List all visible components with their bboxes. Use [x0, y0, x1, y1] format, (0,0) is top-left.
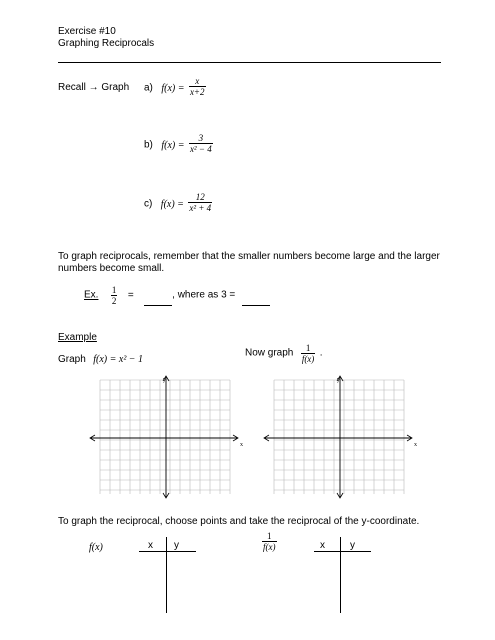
graph-function: f(x) = x² − 1	[93, 354, 144, 365]
fraction-denominator: x+2	[189, 87, 205, 97]
fraction-numerator: 1	[267, 531, 272, 541]
fraction-numerator: 1	[111, 285, 117, 295]
x-axis-label: x	[414, 442, 417, 448]
function-lhs: f(x) =	[161, 82, 185, 94]
answer-blank-2[interactable]	[242, 293, 270, 306]
left-chart-x-header: x	[148, 540, 153, 551]
item-letter: c)	[144, 198, 153, 210]
right-chart-y-header: y	[350, 540, 355, 551]
y-axis-label: y	[163, 377, 166, 383]
recall-item-b	[144, 133, 213, 154]
page-title: Graphing Reciprocals	[58, 38, 155, 49]
intro-line-1: To graph reciprocals, remember that the smaller numbers become large and the larger	[58, 251, 440, 262]
right-chart-x-header: x	[320, 540, 325, 551]
fraction-denominator: 2	[111, 296, 117, 306]
graph-label: Graph	[58, 354, 86, 365]
whereas-text: , where as 3 =	[172, 289, 236, 301]
fraction-numerator: 1	[305, 343, 311, 353]
exercise-number: Exercise #10	[58, 26, 116, 37]
fraction-denominator: x² − 4	[189, 144, 212, 154]
right-chart-divider	[340, 537, 341, 613]
function-fraction	[189, 76, 206, 97]
function-fraction	[188, 192, 212, 213]
fraction-denominator: x² + 4	[189, 203, 212, 213]
left-chart-divider	[166, 537, 167, 613]
x-axis-label: x	[240, 442, 243, 448]
item-letter: b)	[144, 139, 153, 151]
right-coordinate-grid[interactable]	[262, 372, 422, 502]
now-graph-instruction	[245, 343, 323, 364]
example-heading: Example	[58, 332, 97, 343]
left-coordinate-grid[interactable]	[88, 372, 248, 502]
now-graph-label: Now graph	[245, 347, 294, 359]
reciprocal-fraction	[301, 343, 316, 364]
grid-lines	[100, 380, 230, 494]
left-chart-header-line	[139, 551, 196, 552]
recall-label: Recall → Graph	[58, 82, 130, 93]
reciprocal-fraction	[262, 531, 277, 552]
fraction-numerator: x	[195, 76, 200, 86]
ex-fraction	[111, 285, 118, 306]
right-chart-header-line	[314, 551, 371, 552]
period: .	[319, 347, 323, 359]
graph-instruction	[58, 349, 143, 367]
grid-lines	[274, 380, 404, 494]
fraction-denominator: f(x)	[263, 542, 276, 552]
fraction-numerator: 12	[195, 192, 205, 202]
reciprocal-instruction: To graph the reciprocal, choose points and take the reciprocal of the y-coordinate.	[58, 516, 420, 527]
ex-label: Ex.	[84, 289, 99, 301]
item-letter: a)	[144, 82, 153, 94]
answer-blank-1[interactable]	[144, 293, 172, 306]
fraction-denominator: f(x)	[301, 354, 315, 364]
left-chart-y-header: y	[174, 540, 179, 551]
fraction-numerator: 3	[198, 133, 204, 143]
header-divider	[58, 62, 441, 63]
recall-item-c	[144, 192, 212, 213]
function-fraction	[189, 133, 213, 154]
function-lhs: f(x) =	[161, 139, 185, 151]
example-line	[84, 285, 270, 306]
left-chart-label: f(x)	[89, 542, 103, 553]
equals-sign: =	[127, 289, 134, 301]
recall-item-a	[144, 76, 206, 97]
y-axis-label: y	[337, 377, 340, 383]
right-chart-label	[262, 531, 277, 552]
function-lhs: f(x) =	[160, 198, 184, 210]
intro-line-2: numbers become small.	[58, 263, 165, 274]
